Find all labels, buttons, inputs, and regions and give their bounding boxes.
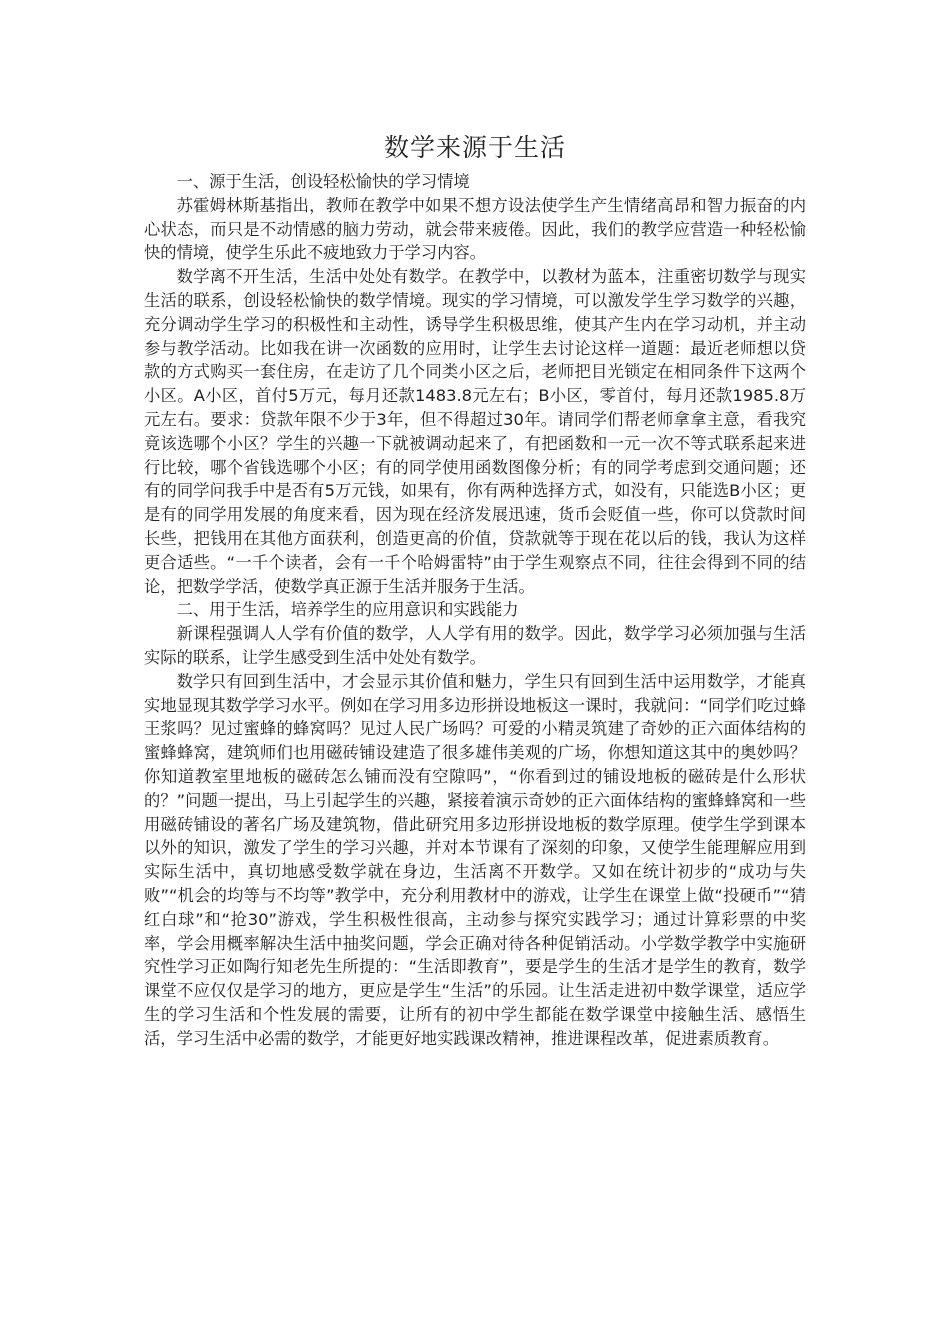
document-title: 数学来源于生活 [383,133,566,162]
paragraph: 苏霍姆林斯基指出，教师在教学中如果不想方设法使学生产生情绪高昂和智力振奋的内心状态，而只是不动情感的脑力劳动，就会带来疲倦。因此，我们的教学应营造一种轻松愉快的情境，使学生乐此不疲地致力于学习内容。 [144,195,806,263]
paragraph: 新课程强调人人学有价值的数学，人人学有用的数学。因此，数学学习必须加强与生活实际的联系，让学生感受到生活中处处有数学。 [144,624,806,667]
document-page [144,128,806,1050]
section-heading: 二、用于生活，培养学生的应用意识和实践能力 [176,600,519,620]
section-2 [144,598,806,1050]
paragraph: 数学只有回到生活中，才会显示其价值和魅力，学生只有回到生活中运用数学，才能真实地显现其数学学习水平。例如在学习用多边形拼设地板这一课时，我就问：“同学们吃过蜂王浆吗？见过蜜蜂的蜂窝吗？见过人民广场吗？可爱的小精灵筑建了奇妙的正六面体结构的蜜蜂蜂窝，建筑师们也用磁砖铺设建造了很多雄伟美观的广场，你想知道这其中的奥妙吗？你知道教室里地板的磁砖怎么铺而没有空隙吗”，“你看到过的铺设地板的磁砖是什么形状的？”问题一提出，马上引起学生的兴趣，紧接着演示奇妙的正六面体结构的蜜蜂蜂窝和一些用磁砖铺设的著名广场及建筑物，借此研究用多边形拼设地板的数学原理。使学生学到课本以外的知识，激发了学生的学习兴趣，并对本节课有了深刻的印象，又使学生能理解应用到实际生活中，真切地感受数学就在身边，生活离不开数学。又如在统计初步的“成功与失败”“机会的均等与不均等”教学中，充分利用教材中的游戏，让学生在课堂上做“投硬币”“猜红白球”和“抢30”游戏，学生积极性很高，主动参与探究实践学习；通过计算彩票的中奖率，学会用概率解决生活中抽奖问题，学会正确对待各种促销活动。小学数学教学中实施研究性学习正如陶行知老先生所提的：“生活即教育”，要是学生的生活才是学生的教育，数学课堂不应仅仅是学习的地方，更应是学生“生活”的乐园。让生活走进初中数学课堂，适应学生的学习生活和个性发展的需要，让所有的初中学生都能在数学课堂中接触生活、感悟生活，学习生活中必需的数学，才能更好地实践课改精神，推进课程改革，促进素质教育。 [144,671,806,1048]
section-heading: 一、源于生活，创设轻松愉快的学习情境 [176,172,470,191]
paragraph: 数学离不开生活，生活中处处有数学。在教学中，以教材为蓝本，注重密切数学与现实生活的联系，创设轻松愉快的数学情境。现实的学习情境，可以激发学生学习数学的兴趣，充分调动学生学习的积极性和主动性，诱导学生积极思维，使其产生内在学习动机，并主动参与教学活动。比如我在讲一次函数的应用时，让学生去讨论这样一道题：最近老师想以贷款的方式购买一套住房，在走访了几个同类小区之后，老师把目光锁定在相同条件下这两个小区。A小区，首付5万元，每月还款1483.8元左右；B小区，零首付，每月还款1985.8万元左右。要求：贷款年限不少于3年，但不得超过30年。请同学们帮老师拿拿主意，看我究竟该选哪个小区？学生的兴趣一下就被调动起来了，有把函数和一元一次不等式联系起来进行比较，哪个省钱选哪个小区；有的同学使用函数图像分析；有的同学考虑到交通问题；还有的同学问我手中是否有5万元钱，如果有，你有两种选择方式，如没有，只能选B小区；更是有的同学用发展的角度来看，因为现在经济发展迅速，货币会贬值一些，你可以贷款时间长些，把钱用在其他方面获利，创造更高的价值，贷款就等于现在花以后的钱，我认为这样更合适些。“一千个读者，会有一千个哈姆雷特”由于学生观察点不同，往往会得到不同的结论，把数学学活，使数学真正源于生活并服务于生活。 [144,267,806,596]
section-1 [144,170,806,598]
